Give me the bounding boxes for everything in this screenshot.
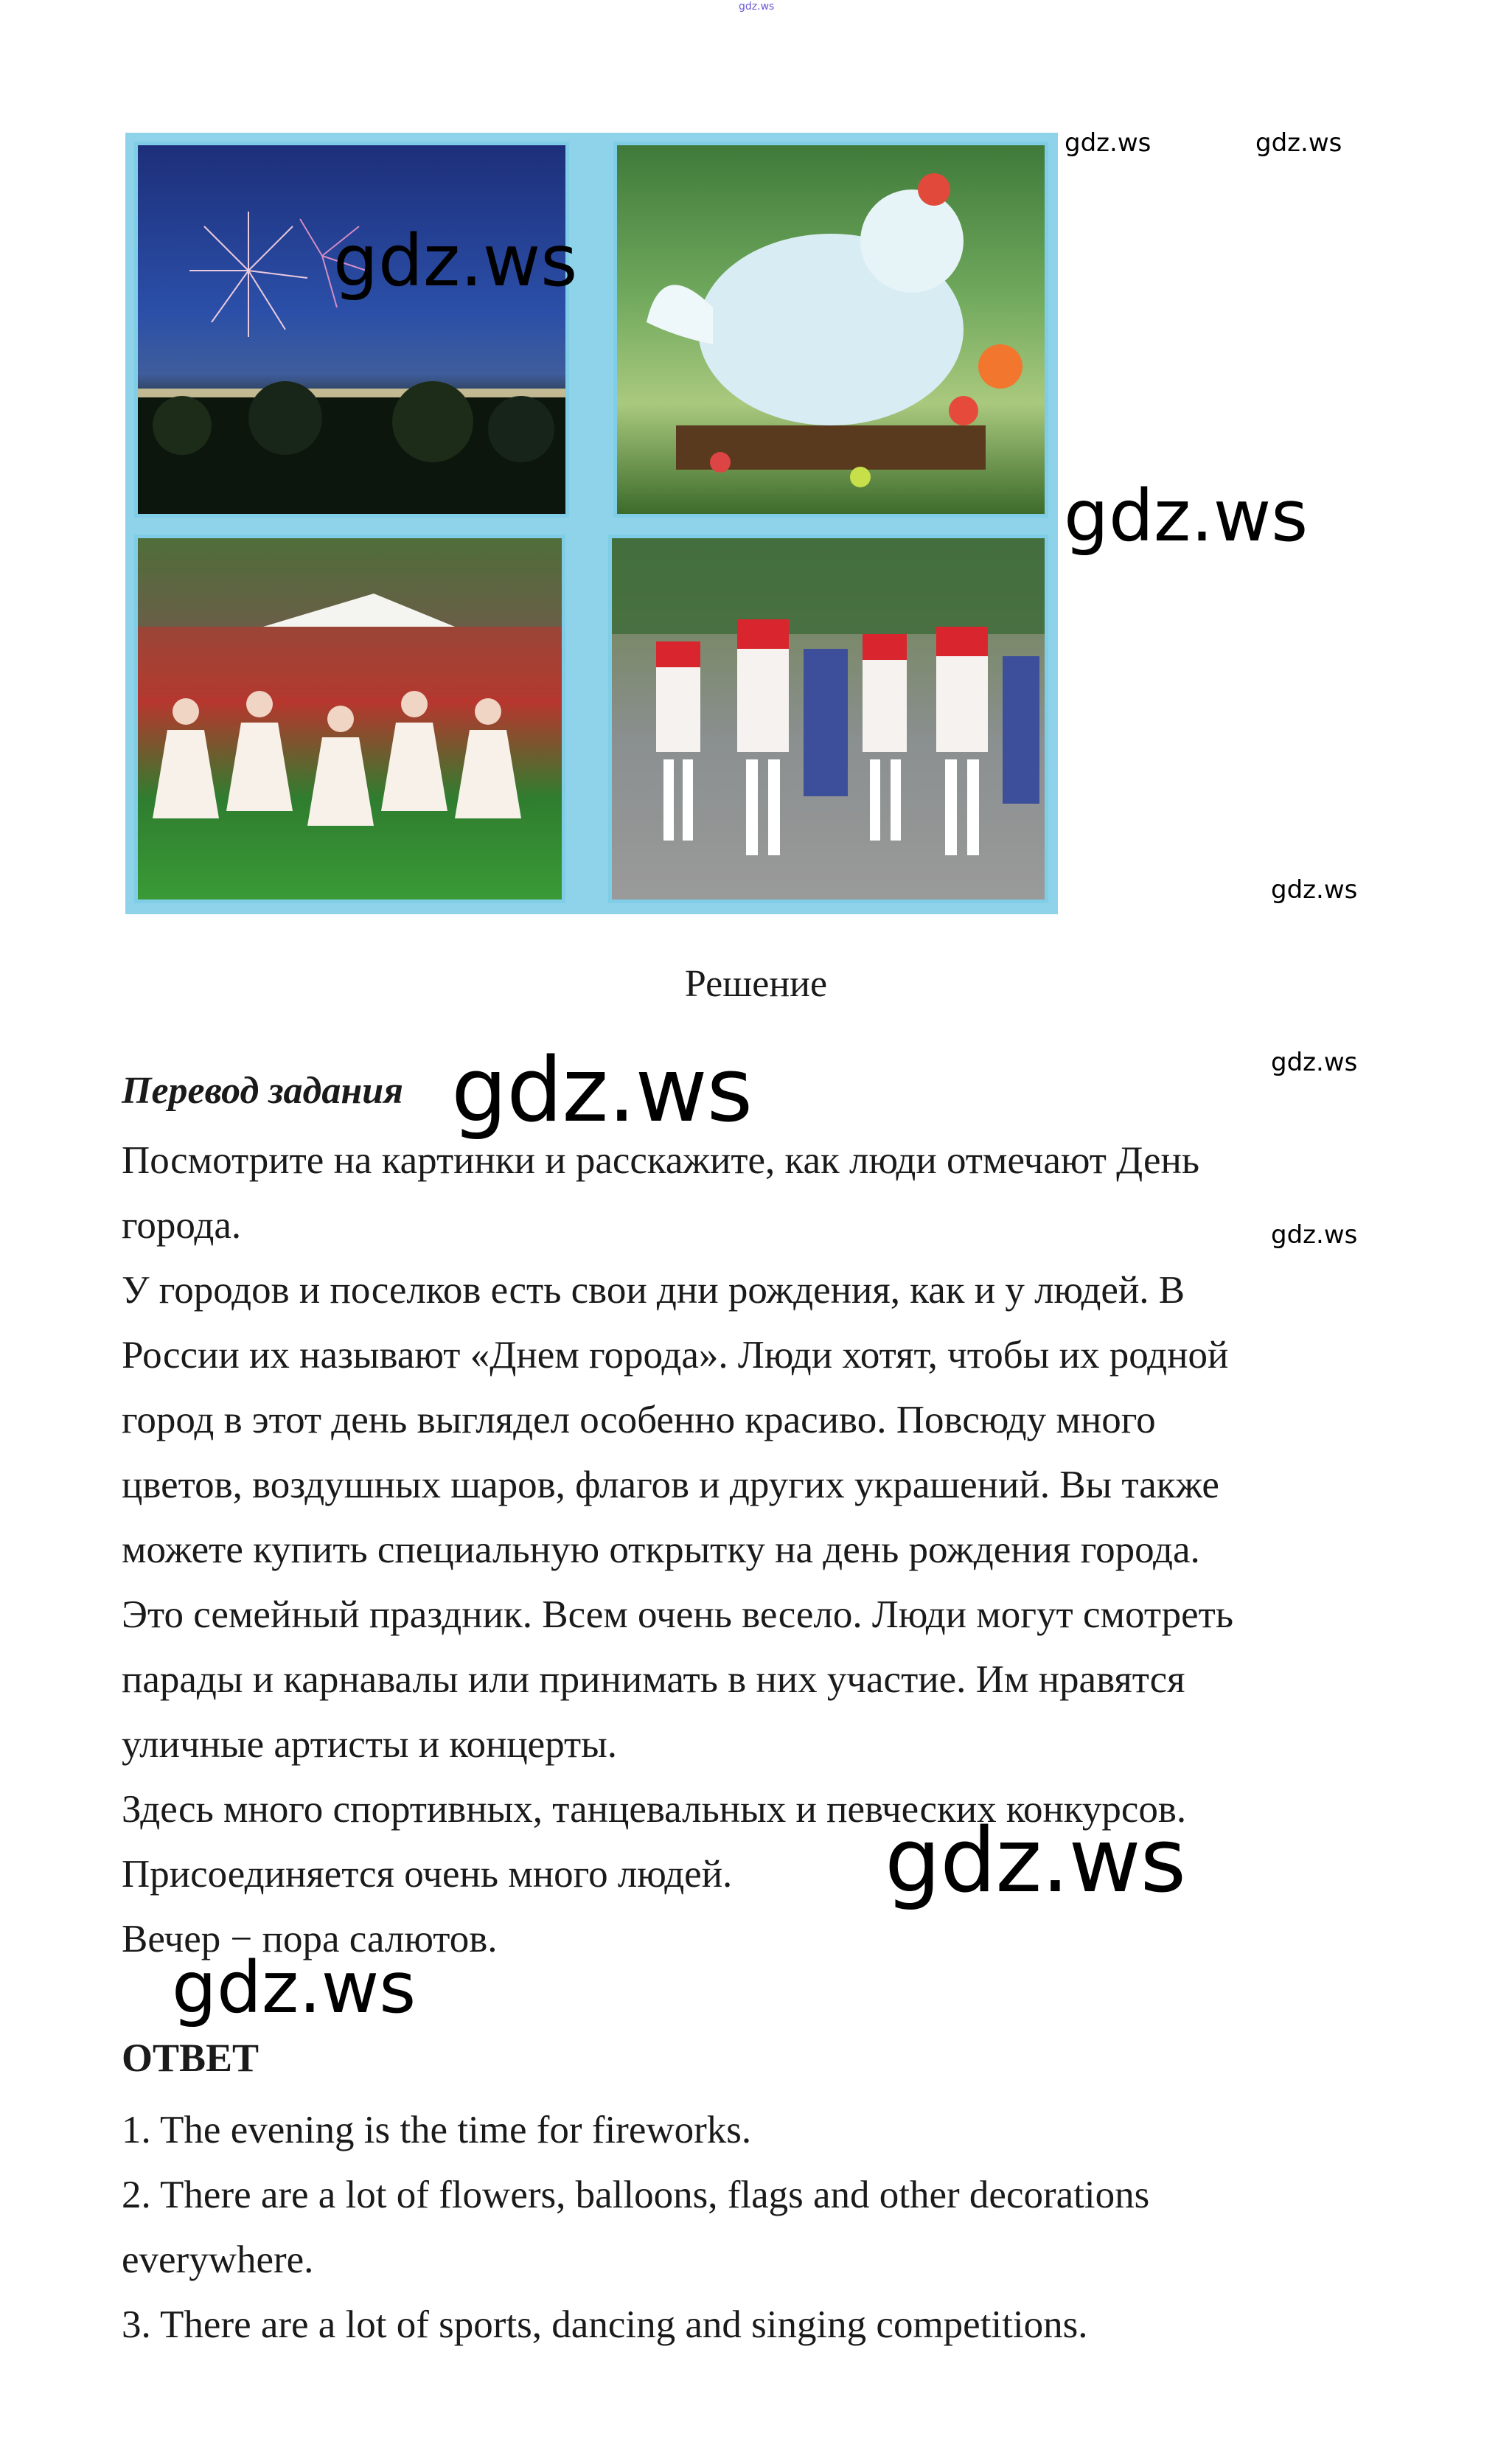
answer-line: 2. There are a lot of flowers, balloons, flags and other decorations <box>122 2174 1150 2216</box>
photo-flower-hen <box>613 142 1048 518</box>
photo-fireworks <box>134 142 569 518</box>
watermark-bottom: gdz.ws <box>172 1946 417 2029</box>
watermark-top-right-1: gdz.ws <box>1065 128 1152 158</box>
answer-heading: ОТВЕТ <box>122 2036 259 2080</box>
watermark-text: gdz.ws <box>885 1810 1186 1913</box>
watermark-top-right-2: gdz.ws <box>1255 128 1342 158</box>
translation-line: России их называют «Днем города». Люди хотят, чтобы их родной <box>122 1334 1229 1377</box>
translation-line: Присоединяется очень много людей. <box>122 1853 733 1896</box>
photo-dancers <box>134 535 565 903</box>
watermark-heading: gdz.ws <box>451 1040 753 1142</box>
translation-heading: Перевод задания <box>122 1070 403 1112</box>
translation-line: цветов, воздушных шаров, флагов и других украшений. Вы также <box>122 1464 1219 1506</box>
translation-line: У городов и поселков есть свои дни рождения, как и у людей. В <box>122 1269 1185 1312</box>
translation-line: парады и карнавалы или принимать в них участие. Им нравятся <box>122 1658 1185 1701</box>
answer-line: 1. The evening is the time for fireworks. <box>122 2109 752 2151</box>
photo-collage <box>125 133 1058 914</box>
flower-bird-illustration <box>617 145 1045 514</box>
watermark-right-middle: gdz.ws <box>1064 475 1309 557</box>
translation-line: Здесь много спортивных, танцевальных и певческих конкурсов. <box>122 1788 1187 1831</box>
parade-illustration <box>612 538 1045 900</box>
photo-parade <box>608 535 1048 903</box>
dancers-illustration <box>138 538 562 900</box>
translation-line: Вечер − пора салютов. <box>122 1918 498 1960</box>
watermark-photo: gdz.ws <box>333 220 578 302</box>
watermark-top: gdz.ws <box>739 1 775 13</box>
answer-line: 3. There are a lot of sports, dancing and singing competitions. <box>122 2303 1088 2346</box>
translation-line: Это семейный праздник. Всем очень весело. Люди могут смотреть <box>122 1593 1233 1636</box>
watermark-right-3: gdz.ws <box>1271 1220 1358 1250</box>
answer-line: everywhere. <box>122 2238 314 2281</box>
translation-line: можете купить специальную открытку на день рождения города. <box>122 1528 1200 1571</box>
watermark-right-1: gdz.ws <box>1271 875 1358 905</box>
solution-title: Решение <box>684 963 828 1005</box>
watermark-right-2: gdz.ws <box>1271 1048 1358 1077</box>
translation-line: город в этот день выглядел особенно красиво. Повсюду много <box>122 1399 1156 1441</box>
translation-line: города. <box>122 1204 242 1247</box>
fireworks-illustration <box>138 145 565 514</box>
translation-line: уличные артисты и концерты. <box>122 1723 618 1766</box>
translation-line: Посмотрите на картинки и расскажите, как люди отмечают День <box>122 1139 1200 1182</box>
